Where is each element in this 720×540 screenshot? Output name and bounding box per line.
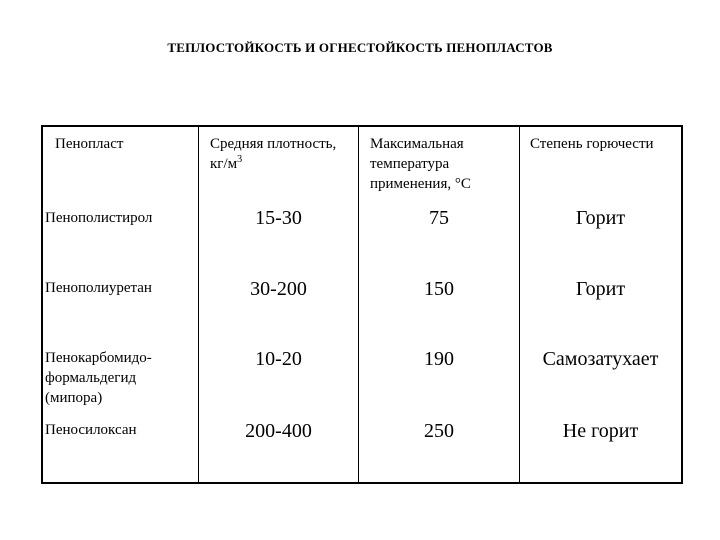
row-3-temperature: 190	[424, 348, 454, 370]
row-2-density: 30-200	[250, 278, 307, 300]
header-density-label: Средняя плотность, кг/м	[210, 136, 337, 172]
header-temperature: Максимальная температура применения, °С	[370, 136, 471, 192]
row-4-density: 200-400	[245, 420, 312, 442]
row-3-name: Пенокарбомидо-формальдегид (мипора)	[45, 350, 152, 406]
header-flammability: Степень горючести	[530, 136, 654, 152]
page-title: ТЕПЛОСТОЙКОСТЬ И ОГНЕСТОЙКОСТЬ ПЕНОПЛАСТОВ	[167, 40, 553, 55]
row-1-name: Пенополистирол	[45, 210, 153, 226]
row-1-density: 15-30	[255, 207, 302, 229]
row-4-temperature: 250	[424, 420, 454, 442]
row-2-name: Пенополиуретан	[45, 280, 152, 296]
row-3-flammability: Самозатухает	[542, 348, 659, 370]
row-4-flammability: Не горит	[562, 420, 639, 442]
header-foam: Пенопласт	[55, 136, 124, 152]
row-2-temperature: 150	[424, 278, 454, 300]
row-3-density: 10-20	[255, 348, 302, 370]
row-1-flammability: Горит	[575, 207, 626, 229]
foam-table	[41, 125, 683, 484]
row-4-name: Пеносилоксан	[45, 422, 137, 438]
header-density-superscript: 3	[237, 154, 243, 165]
row-2-flammability: Горит	[575, 278, 626, 300]
row-1-temperature: 75	[429, 207, 449, 229]
header-density	[210, 134, 355, 174]
